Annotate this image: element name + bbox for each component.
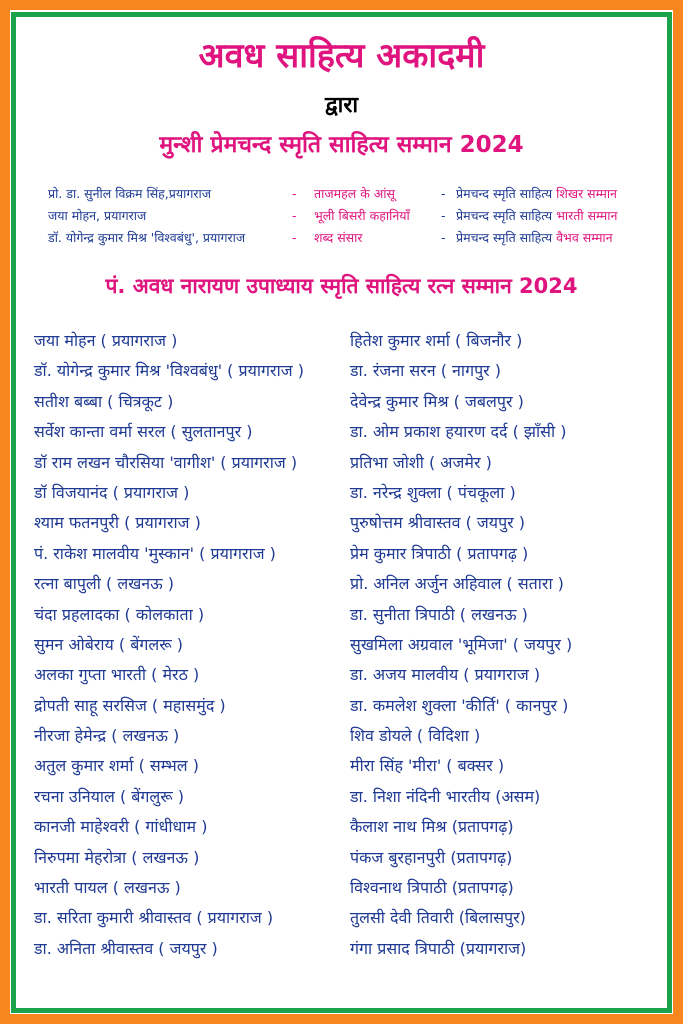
- separator: -: [292, 186, 297, 201]
- list-item: हितेश कुमार शर्मा ( बिजनौर ): [350, 331, 523, 350]
- list-item: डा. निशा नंदिनी भारतीय (असम): [350, 786, 541, 806]
- award-row: [16, 228, 667, 248]
- academy-title: अवध साहित्य अकादमी: [198, 36, 485, 76]
- list-item: पं. राकेश मालवीय 'मुस्कान' ( प्रयागराज ): [34, 543, 276, 563]
- list-item: डा. सरिता कुमारी श्रीवास्तव ( प्रयागराज ): [34, 908, 274, 928]
- list-item: डॉ राम लखन चौरसिया 'वागीश' ( प्रयागराज ): [34, 452, 298, 472]
- award-category-prefix: प्रेमचन्द स्मृति साहित्य: [456, 230, 553, 245]
- list-item: गंगा प्रसाद त्रिपाठी (प्रयागराज): [350, 938, 527, 958]
- list-item: निरुपमा मेहरोत्रा ( लखनऊ ): [34, 847, 200, 867]
- list-item: डा. रंजना सरन ( नागपुर ): [350, 361, 502, 381]
- award-category: [456, 228, 613, 248]
- award-recipient: प्रो. डा. सुनील विक्रम सिंह,प्रयागराज: [48, 186, 212, 201]
- premchand-award-title: मुन्शी प्रेमचन्द स्मृति साहित्य सम्मान 2024: [159, 132, 524, 158]
- list-item: जया मोहन ( प्रयागराज ): [34, 331, 178, 350]
- list-item: तुलसी देवी तिवारी (बिलासपुर): [350, 908, 526, 928]
- separator: -: [441, 186, 446, 201]
- ratna-award-title: पं. अवध नारायण उपाध्याय स्मृति साहित्य रत्न सम्मान 2024: [105, 274, 578, 298]
- list-item: डा. नरेन्द्र शुक्ला ( पंचकूला ): [350, 482, 516, 502]
- award-recipient: जया मोहन, प्रयागराज: [48, 208, 147, 223]
- award-category-highlight: वैभव सम्मान: [556, 230, 613, 245]
- list-item: सुखमिला अग्रवाल 'भूमिजा' ( जयपुर ): [350, 634, 573, 654]
- separator: -: [441, 208, 446, 223]
- recipients-left-column: [34, 326, 334, 964]
- list-item: सतीश बब्बा ( चित्रकूट ): [34, 391, 174, 411]
- list-item: नीरजा हेमेन्द्र ( लखनऊ ): [34, 726, 180, 746]
- list-item: डा. ओम प्रकाश हयारण दर्द ( झाँसी ): [350, 422, 567, 442]
- list-item: डा. अनिता श्रीवास्तव ( जयपुर ): [34, 938, 218, 958]
- list-item: सुमन ओबेराय ( बेंगलरू ): [34, 634, 183, 654]
- list-item: प्रतिभा जोशी ( अजमेर ): [350, 452, 492, 472]
- list-item: कैलाश नाथ मिश्र (प्रतापगढ़): [350, 817, 514, 837]
- award-category-prefix: प्रेमचन्द स्मृति साहित्य: [456, 208, 553, 223]
- separator: -: [292, 208, 297, 223]
- separator: -: [441, 230, 446, 245]
- list-item: अतुल कुमार शर्मा ( सम्भल ): [34, 756, 199, 776]
- award-category-highlight: शिखर सम्मान: [556, 186, 617, 201]
- list-item: पुरुषोत्तम श्रीवास्तव ( जयपुर ): [350, 513, 526, 533]
- list-item: देवेन्द्र कुमार मिश्र ( जबलपुर ): [350, 391, 524, 411]
- poster: [16, 17, 667, 1008]
- list-item: भारती पायल ( लखनऊ ): [34, 878, 181, 898]
- list-item: रत्ना बापुली ( लखनऊ ): [34, 574, 175, 594]
- list-item: डॉ विजयानंद ( प्रयागराज ): [34, 482, 190, 502]
- list-item: डा. अजय मालवीय ( प्रयागराज ): [350, 665, 541, 685]
- list-item: प्रेम कुमार त्रिपाठी ( प्रतापगढ़ ): [350, 543, 529, 563]
- award-category-prefix: प्रेमचन्द स्मृति साहित्य: [456, 186, 553, 201]
- list-item: मीरा सिंह 'मीरा' ( बक्सर ): [350, 756, 505, 776]
- by-label: द्वारा: [324, 93, 359, 118]
- list-item: डॉ. योगेन्द्र कुमार मिश्र 'विश्वबंधु' ( प्रयागराज ): [34, 361, 304, 381]
- list-item: डा. सुनीता त्रिपाठी ( लखनऊ ): [350, 604, 528, 624]
- award-work: भूली बिसरी कहानियाँ: [314, 208, 410, 223]
- separator: -: [292, 230, 297, 245]
- award-category-highlight: भारती सम्मान: [556, 208, 618, 223]
- list-item: कानजी माहेश्वरी ( गांधीधाम ): [34, 817, 208, 837]
- list-item: विश्वनाथ त्रिपाठी (प्रतापगढ़): [350, 878, 514, 898]
- list-item: रचना उनियाल ( बेंगलुरू ): [34, 786, 185, 806]
- award-category: [456, 184, 617, 204]
- award-work: ताजमहल के आंसू: [314, 186, 395, 201]
- list-item: द्रोपती साहू सरसिज ( महासमुंद ): [34, 695, 226, 715]
- award-work: शब्द संसार: [314, 230, 363, 245]
- award-category: [456, 206, 617, 226]
- recipients-right-column: [350, 326, 650, 964]
- list-item: प्रो. अनिल अर्जुन अहिवाल ( सतारा ): [350, 574, 564, 594]
- list-item: डा. कमलेश शुक्ला 'कीर्ति' ( कानपुर ): [350, 695, 569, 715]
- list-item: सर्वेश कान्ता वर्मा सरल ( सुलतानपुर ): [34, 422, 253, 442]
- award-row: [16, 184, 667, 204]
- list-item: श्याम फतनपुरी ( प्रयागराज ): [34, 513, 201, 533]
- award-row: [16, 206, 667, 226]
- list-item: चंदा प्रहलादका ( कोलकाता ): [34, 604, 205, 624]
- list-item: अलका गुप्ता भारती ( मेरठ ): [34, 665, 200, 685]
- award-recipient: डॉ. योगेन्द्र कुमार मिश्र 'विश्वबंधु', प्रयागराज: [48, 230, 246, 245]
- list-item: पंकज बुरहानपुरी (प्रतापगढ़): [350, 847, 513, 867]
- list-item: शिव डोयले ( विदिशा ): [350, 726, 481, 746]
